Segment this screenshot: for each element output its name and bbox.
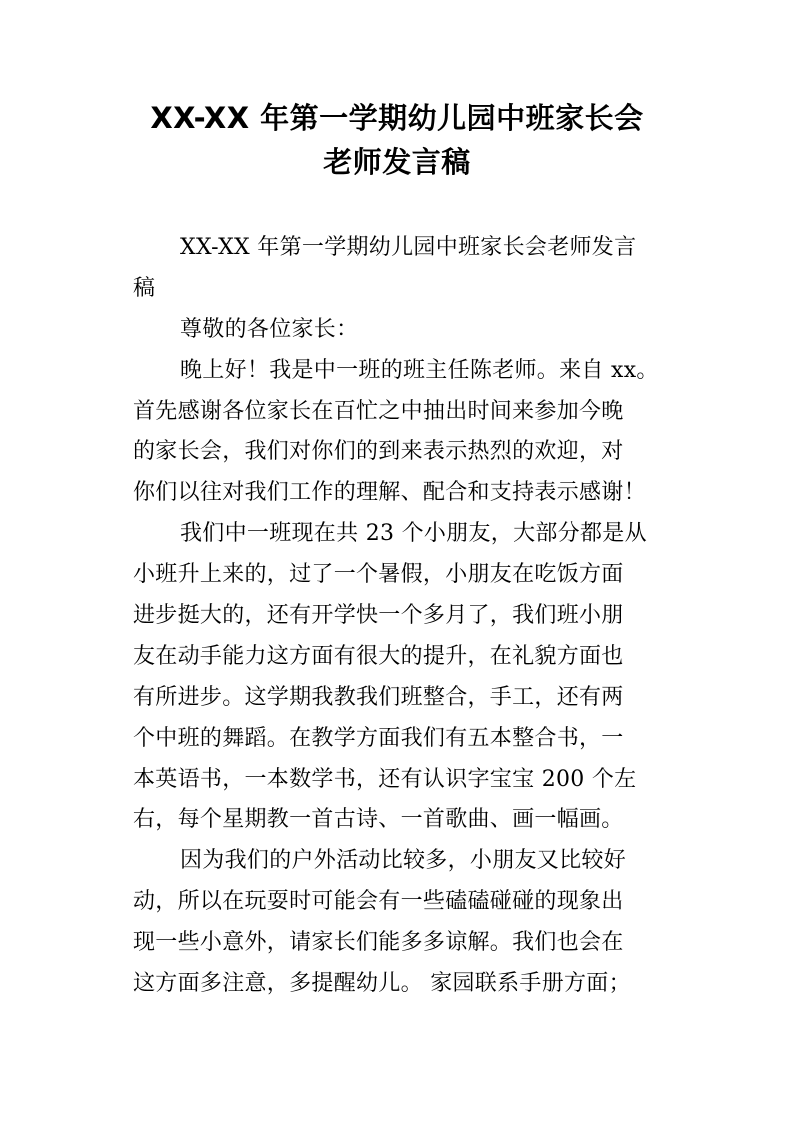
body-line: 这方面多注意，多提醒幼儿。 家园联系手册方面； xyxy=(133,971,631,997)
body-line: 动，所以在玩耍时可能会有一些磕磕碰碰的现象出 xyxy=(133,889,624,915)
body-line: 因为我们的户外活动比较多，小朋友又比较好 xyxy=(180,848,627,874)
title-line-1: XX-XX 年第一学期幼儿园中班家长会 xyxy=(150,101,644,135)
body-line: 稿 xyxy=(133,275,156,301)
body-line: 本英语书，一本数学书，还有认识字宝宝 200 个左 xyxy=(133,766,637,792)
body-line: 你们以往对我们工作的理解、配合和支持表示感谢！ xyxy=(133,480,646,506)
body-line: 首先感谢各位家长在百忙之中抽出时间来参加今晚 xyxy=(133,398,624,424)
body-line: 个中班的舞蹈。在教学方面我们有五本整合书，一 xyxy=(133,725,624,751)
body-line: XX-XX 年第一学期幼儿园中班家长会老师发言 xyxy=(180,235,637,260)
body-line: 的家长会，我们对你们的到来表示热烈的欢迎，对 xyxy=(133,439,624,465)
body-line: 右，每个星期教一首古诗、一首歌曲、画一幅画。 xyxy=(133,807,624,833)
title-line-2: 老师发言稿 xyxy=(323,145,471,179)
body-line: 小班升上来的，过了一个暑假，小朋友在吃饭方面 xyxy=(133,562,624,588)
body-line: 我们中一班现在共 23 个小朋友，大部分都是从 xyxy=(180,521,647,547)
body-line: 尊敬的各位家长： xyxy=(180,316,359,342)
body-line: 友在动手能力这方面有很大的提升，在礼貌方面也 xyxy=(133,643,624,669)
body-line: 进步挺大的，还有开学快一个多月了，我们班小朋 xyxy=(133,603,624,629)
document-body xyxy=(133,228,663,1005)
document-title xyxy=(100,96,694,184)
body-line: 晚上好！我是中一班的班主任陈老师。来自 xx。 xyxy=(180,357,659,383)
body-line: 现一些小意外，请家长们能多多谅解。我们也会在 xyxy=(133,930,624,956)
body-line: 有所进步。这学期我教我们班整合，手工，还有两 xyxy=(133,684,624,710)
